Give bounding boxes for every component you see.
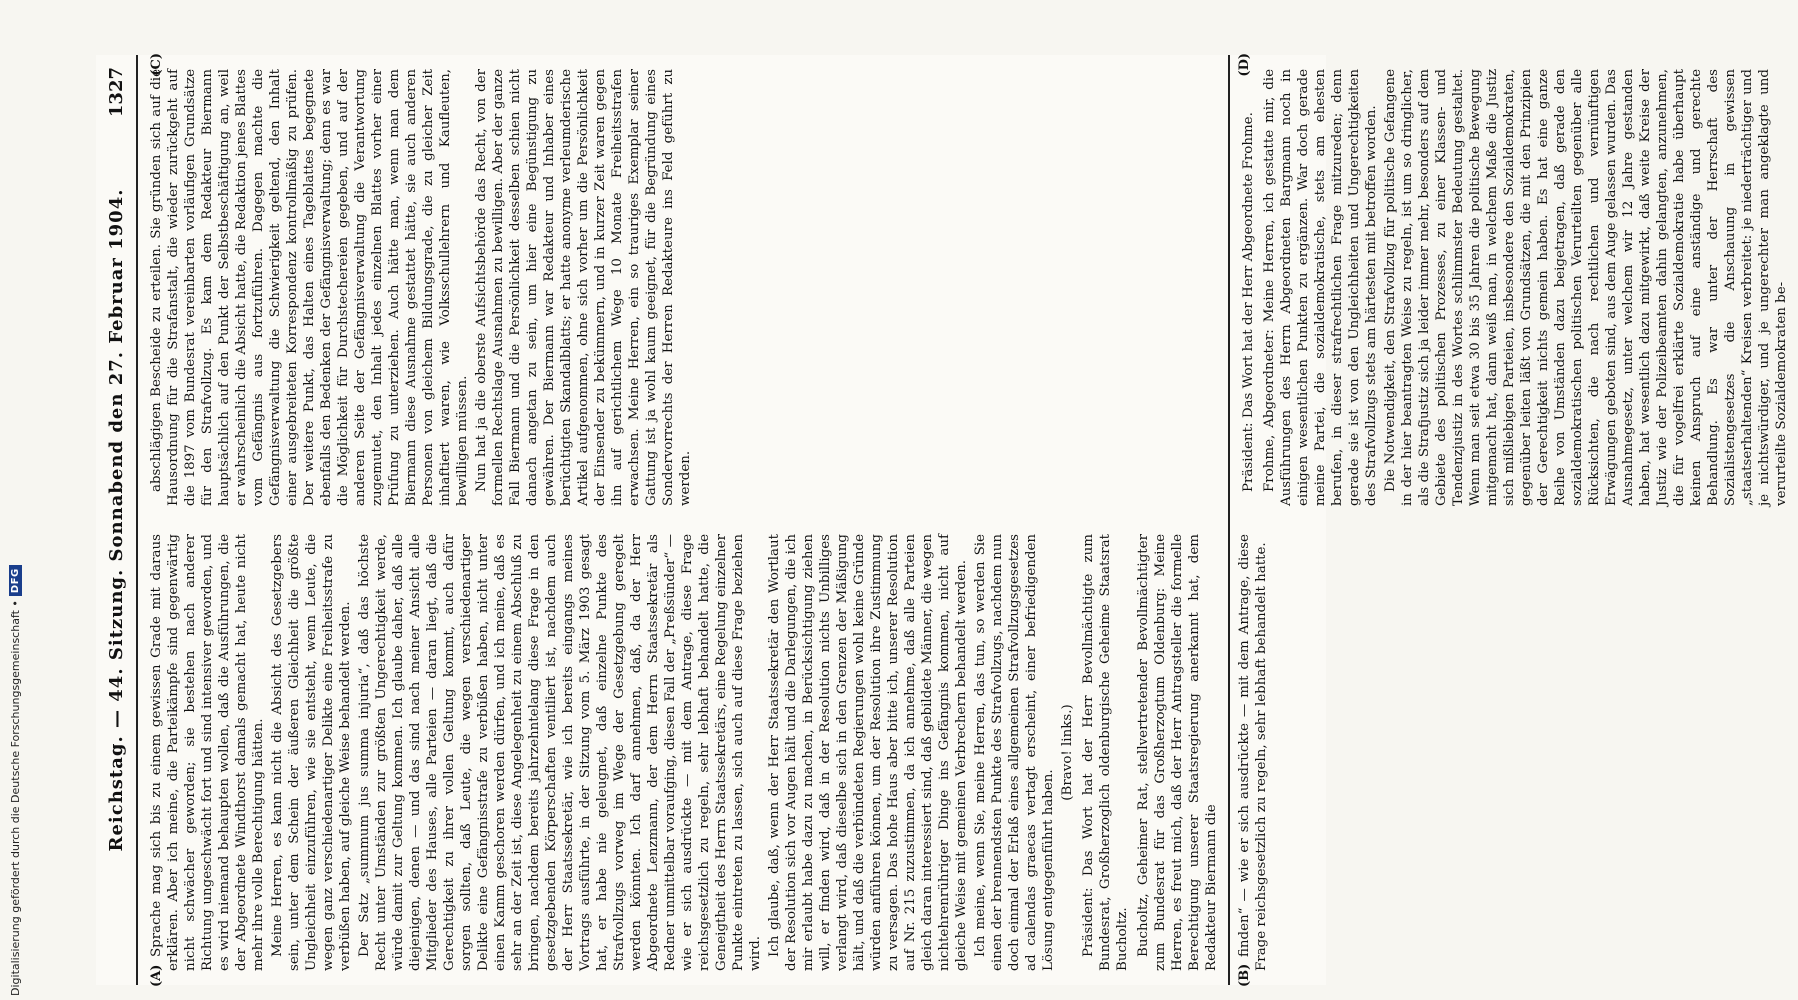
- column-lower-left: [1230, 520, 1798, 985]
- paragraph: abschlägigen Bescheide zu erteilen. Sie gründen sich auf die Hausordnung für die Strafanstalt, die wieder zurückgeht auf die 1897 vom Bundesrat vereinbarten vorläufigen Grundsätze für den Strafvollzug. Es kam dem Redakteur Biermann hauptsächlich auf den Punkt der Selbstbeschäftigung an, weil er wahrscheinlich die Absicht hatte, die Redaktion jenes Blattes vom Gefängnis aus fortzuführen. Dagegen machte die Gefängnisverwaltung die Schwierigkeit geltend, den Inhalt einer ausgebreiteten Korrespondenz kontrollmäßig zu prüfen. Der weitere Punkt, das Halten eines Tageblattes begegnete ebenfalls den Bedenken der Gefängnisverwaltung; denn es war die Möglichkeit für Durchstechereien gegeben, und auf der anderen Seite der Gefängnisverwaltung die Verantwortung zugemutet, den Inhalt jedes einzelnen Blattes vorher einer Prüfung zu unterziehen. Auch hätte man, wenn man dem Biermann diese Ausnahme gestattet hätte, sie auch anderen Personen von gleichem Bildungsgrade, die zu gleicher Zeit inhaftiert waren, wie Volksschullehrern und Kaufleuten, bewilligen müssen.: [149, 69, 470, 506]
- paragraph: Sprache mag sich bis zu einem gewissen Grade mit daraus erklären. Aber ich meine, die Parteikämpfe sind gegenwärtig nicht schwächer geworden; sie bestehen nach anderer Richtung ungeschwächt fort und sind intensiver geworden, und es wird niemand behaupten wollen, daß die Ausführungen, die der Abgeordnete Windthorst damals gemacht hat, heute nicht mehr ihre volle Berechtigung hätten.: [149, 534, 266, 971]
- paragraph: Ich meine, wenn Sie, meine Herren, das tun, so werden Sie einen der brennendsten Punkte des Strafvollzugs, nachdem nun doch einmal der Erlaß eines allgemeinen Strafvollzugsgesetzes ad calendas graecas vertagt erscheint, einer befriedigenden Lösung entgegenführt haben.: [973, 534, 1056, 971]
- text-columns: [142, 53, 1789, 987]
- speaker-paragraph: Frohme, Abgeordneter: Meine Herren, ich gestatte mir, die Ausführungen des Herrn Abgeordneten Bargmann noch in einigen wesentlichen Punkten zu ergänzen. War doch gerade meine Partei, die sozialdemokratische, stets am ehesten berufen, in dieser strafrechtlichen Frage mitzureden; denn gerade sie ist von den Ungleichheiten und Ungerechtigkeiten des Strafvollzugs stets am härtesten mit betroffen worden.: [1262, 69, 1379, 506]
- dfg-logo: DFG: [9, 565, 22, 596]
- upper-half: [142, 55, 1230, 985]
- footer-strip: [0, 0, 28, 1000]
- margin-marker-b: (B): [1237, 963, 1252, 987]
- column-lower-right: [1230, 55, 1798, 520]
- paragraph: finden“ — wie er sich ausdrückte — mit dem Antrage, diese Frage reichsgesetzlich zu regeln, sehr lebhaft behandelt hatte.: [1237, 534, 1269, 971]
- margin-marker-a: (A): [149, 964, 164, 987]
- applause-note: (Bravo! links.): [1060, 704, 1075, 801]
- speaker-paragraph: Präsident: Das Wort hat der Herr Bevollmächtigte zum Bundesrat, Großherzoglich oldenburgische Geheime Staatsrat Bucholtz.: [1081, 534, 1130, 971]
- footer-credit-line: [4, 0, 26, 996]
- paragraph: Der Satz „summum jus summa injuria“, daß das höchste Recht unter Umständen zur größten Ungerechtigkeit werde, würde damit zur Geltung kommen. Ich glaube daher, daß alle diejenigen, denen — und das sind nach meiner Ansicht alle Mitglieder des Hauses, alle Parteien — daran liegt, daß die Gerechtigkeit zu ihrer vollen Geltung kommt, auch dafür sorgen sollten, daß Leute, die wegen verschiedenartiger Delikte eine Gefängnisstrafe zu verbüßen haben, nicht unter einen Kamm geschoren werden dürfen, und ich meine, daß es sehr an der Zeit ist, diese Angelegenheit zu einem Abschluß zu bringen, nachdem bereits jahrzehntelang diese Frage in den gesetzgebenden Körperschaften ventiliert ist, nachdem auch der Herr Staatssekretär, wie ich bereits eingangs meines Vortrags ausführte, in der Sitzung vom 5. März 1903 gesagt hat, er habe nie geleugnet, daß einzelne Punkte des Strafvollzugs vorweg im Wege der Gesetzgebung geregelt werden könnten. Ich darf annehmen, daß, da der Herr Abgeordnete Lenzmann, der dem Herrn Staatssekretär als Redner unmittelbar voraufging, diesen Fall der „Preßsünder“ — wie er sich ausdrückte — mit dem Antrage, diese Frage reichsgesetzlich zu regeln, sehr lebhaft behandelt hatte, die Geneigtheit des Herrn Staatssekretärs, eine Regelung einzelner Punkte eintreten zu lassen, sich auch auf diese Frage beziehen wird.: [357, 534, 763, 971]
- running-header: [96, 55, 138, 985]
- header-title: Reichstag. — 44. Sitzung. Sonnabend den 27. Februar 1904.: [105, 188, 127, 852]
- column-upper-right: [142, 55, 1228, 520]
- paragraph: Ich glaube, daß, wenn der Herr Staatssekretär den Wortlaut der Resolution sich vor Augen hält und die Darlegungen, die ich mir erlaubt habe dazu zu machen, in Berücksichtigung ziehen will, er finden wird, daß in der Resolution nichts Unbilliges verlangt wird, daß dieselbe sich in den Grenzen der Mäßigung hält, und daß die verbündeten Regierungen wohl keine Gründe würden anführen können, um der Resolution ihre Zustimmung zu versagen. Das hohe Haus aber bitte ich, unserer Resolution auf Nr. 215 zuzustimmen, da ich annehme, daß alle Parteien gleich daran interessiert sind, daß gebildete Männer, die wegen nichtehrenrühriger Dinge ins Gefängnis kommen, nicht auf gleiche Weise mit gemeinen Verbrechern behandelt werden.: [767, 534, 969, 971]
- margin-marker-c: (C): [149, 53, 164, 76]
- speaker-paragraph: Bucholtz, Geheimer Rat, stellvertretender Bevollmächtigter zum Bundesrat für das Großherzogtum Oldenburg: Meine Herren, es freut mich, daß der Herr Antragsteller die formelle Berechtigung unserer Staatsregierung anerkannt hat, dem Redakteur Biermann die: [1136, 534, 1219, 971]
- page-number: 1327: [105, 67, 127, 118]
- lower-half: [1230, 55, 1798, 985]
- speaker-paragraph: Präsident: Das Wort hat der Herr Abgeordnete Frohme.: [1241, 112, 1256, 492]
- paragraph: Die Notwendigkeit, den Strafvollzug für politische Gefangene in der hier beantragten Weise zu regeln, ist um so dringlicher, als die Strafjustiz sich ja leider immer mehr, besonders auf dem Gebiete des politischen Prozesses, zu einer Klassen- und Tendenzjustiz in des Wortes schlimmster Bedeutung gestaltet. Wenn man seit etwa 30 bis 35 Jahren die politische Bewegung mitgemacht hat, dann weiß man, in welchem Maße die Justiz sich mißliebigen Parteien, insbesondere den Sozialdemokraten, gegenüber leiten läßt von Grundsätzen, die mit den Prinzipien der Gerechtigkeit nichts gemein haben. Es hat eine ganze Reihe von Umständen dazu beigetragen, daß gerade den sozialdemokratischen politischen Verurteilten gegenüber alle Rücksichten, die nach rechtlichen und vernünftigen Erwägungen geboten sind, aus dem Auge gelassen wurden. Das Ausnahmegesetz, unter welchem wir 12 Jahre gestanden haben, hat wesentlich dazu mitgewirkt, daß weite Kreise der Justiz wie der Polizeibeamten dahin gelangten, anzunehmen, die für vogelfrei erklärte Sozialdemokratie habe überhaupt keinen Anspruch auf eine anständige und gerechte Behandlung. Es war unter der Herrschaft des Sozialistengesetzes die Anschauung in gewissen „staatserhaltenden“ Kreisen verbreitet: je niederträchtiger und je nichtswürdiger, und je ungerechter man angeklagte und verurteilte Sozialdemokraten be-: [1383, 69, 1789, 506]
- document-page: [96, 53, 1789, 987]
- footer-credit: Digitalisierung gefördert durch die Deutsche Forschungsgemeinschaft •: [8, 600, 22, 996]
- column-upper-left: [142, 520, 1228, 985]
- paragraph: Nun hat ja die oberste Aufsichtsbehörde das Recht, von der formellen Rechtslage Ausnahmen zu bewilligen. Aber der ganze Fall Biermann und die Persönlichkeit desselben schien nicht danach angetan zu sein, um hier eine Begünstigung zu gewähren. Der Biermann war Redakteur und Inhaber eines berüchtigten Skandalblatts; er hatte anonyme verleumderische Artikel aufgenommen, ohne sich vorher um die Persönlichkeit der Einsender zu bekümmern, und in kurzer Zeit waren gegen ihn auf gerichtlichem Wege 10 Monate Freiheitsstrafen erwachsen. Meine Herren, ein so trauriges Exemplar seiner Gattung ist ja wohl kaum geeignet, für die Begründung eines Sondervorrechts der Herren Redakteure ins Feld geführt zu werden.: [474, 69, 693, 506]
- margin-marker-d: (D): [1237, 53, 1252, 77]
- paragraph: Meine Herren, es kann nicht die Absicht des Gesetzgebers sein, unter dem Schein der äußeren Gleichheit die größte Ungleichheit einzuführen, wie sie entsteht, wenn Leute, die wegen ganz verschiedenartiger Delikte eine Freiheitsstrafe zu verbüßen haben, auf gleiche Weise behandelt werden.: [270, 534, 353, 971]
